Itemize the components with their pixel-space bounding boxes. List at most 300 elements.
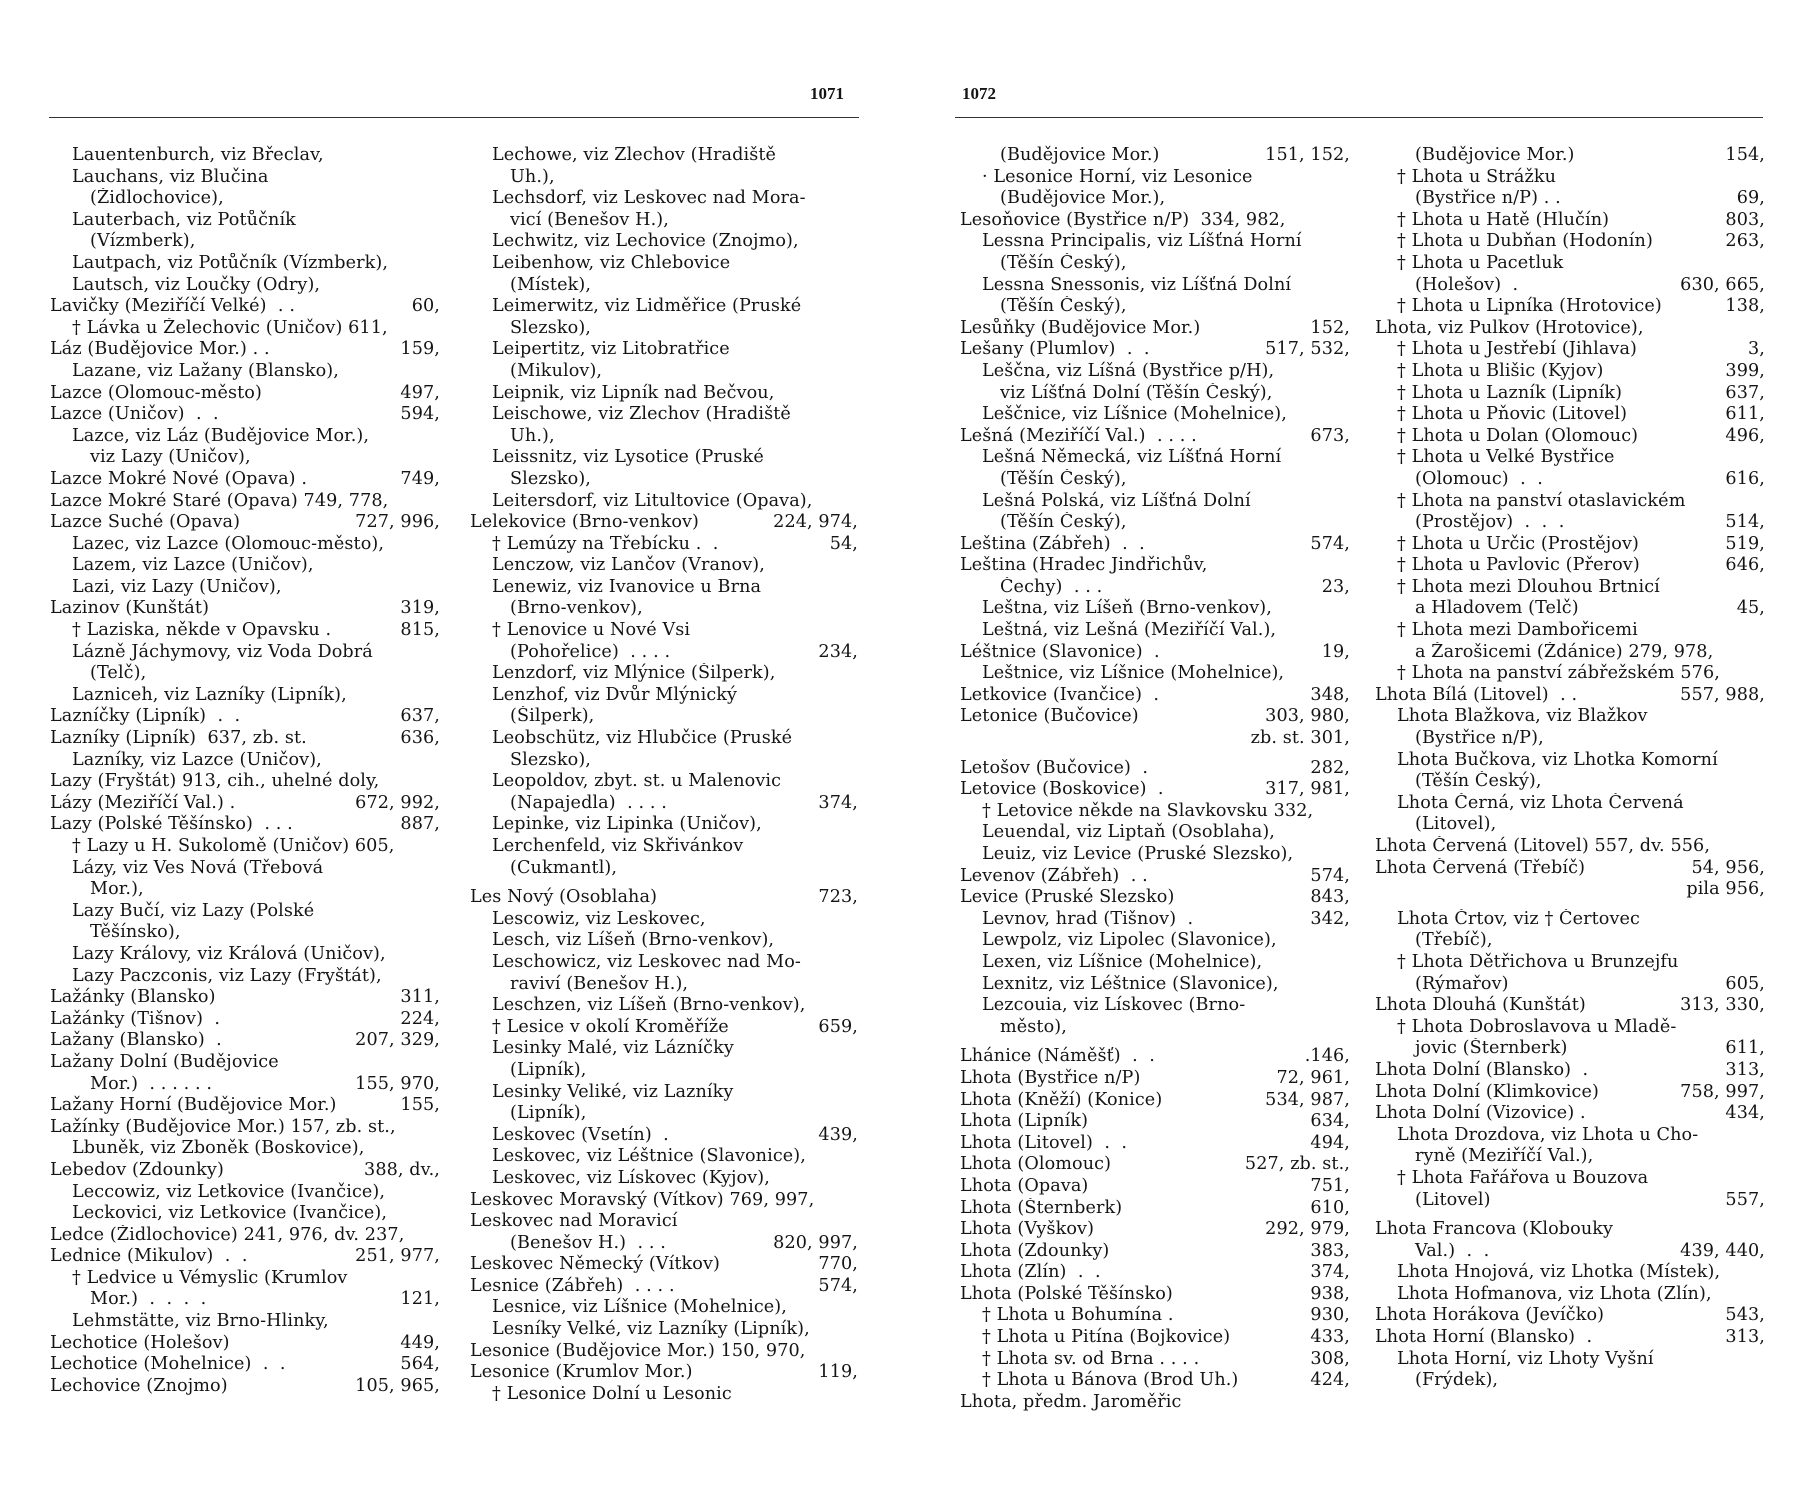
index-entry xyxy=(1375,642,1765,664)
index-entry xyxy=(1375,1082,1765,1104)
entry-text: (Prostějov) . . . xyxy=(1415,512,1565,533)
entry-pages: 154, xyxy=(1725,145,1765,165)
entry-pages: zb. st. 301, xyxy=(1250,728,1350,749)
index-entry xyxy=(50,1095,440,1117)
index-entry xyxy=(50,361,440,383)
entry-text: † Lhota u Strážku xyxy=(1397,166,1557,187)
entry-text: (Olomouc) . . xyxy=(1415,468,1543,489)
entry-text: Lhota Horákova (Jevíčko) xyxy=(1375,1305,1605,1326)
entry-text: Lechovice (Znojmo) xyxy=(50,1375,228,1396)
entry-text: Lazce, viz Láz (Budějovice Mor.), xyxy=(72,425,370,446)
entry-text: jovic (Šternberk) xyxy=(1415,1038,1568,1059)
index-entry xyxy=(50,1138,440,1160)
entry-pages: 207, 329, xyxy=(355,1030,440,1051)
entry-text: Leščna, viz Líšná (Bystřice p/H), xyxy=(982,360,1275,381)
index-entry xyxy=(470,534,858,556)
entry-text: † Lhota u Pitína (Bojkovice) xyxy=(982,1327,1231,1348)
entry-text: Levenov (Zábřeh) . . xyxy=(960,865,1148,886)
entry-pages: 527, zb. st., xyxy=(1244,1154,1350,1175)
index-entry xyxy=(50,922,440,944)
index-entry xyxy=(470,339,858,361)
entry-pages: 616, xyxy=(1725,468,1765,489)
entry-text: Mor.) . . . . xyxy=(90,1289,207,1310)
index-entry xyxy=(470,685,858,707)
index-entry xyxy=(960,534,1350,556)
entry-text: Lhota (Olomouc) xyxy=(960,1154,1112,1175)
index-entry xyxy=(470,598,858,620)
entry-pages: 930, xyxy=(1310,1305,1350,1326)
index-entry xyxy=(470,512,858,534)
index-entry xyxy=(1375,793,1765,815)
entry-text: † Lhota Fařářova u Bouzova xyxy=(1397,1167,1649,1188)
index-entry xyxy=(470,620,858,642)
entry-pages: 751, xyxy=(1310,1175,1350,1196)
index-entry xyxy=(50,685,440,707)
index-entry xyxy=(1375,339,1765,361)
entry-text: Lewpolz, viz Lipolec (Slavonice), xyxy=(982,930,1277,951)
entry-text: Levice (Pruské Slezsko) xyxy=(960,887,1175,908)
entry-text: Lhota (Polské Těšínsko) xyxy=(960,1283,1173,1304)
index-entry xyxy=(470,231,858,253)
entry-text: † Laziska, někde v Opavsku . xyxy=(72,620,332,641)
entry-text: Lažánky (Blansko) xyxy=(50,987,216,1008)
index-entry xyxy=(1375,1146,1765,1168)
entry-text: Lazy Bučí, viz Lazy (Polské xyxy=(72,900,315,921)
entry-pages: 494, xyxy=(1310,1132,1350,1153)
entry-text: (Mikulov), xyxy=(510,360,603,381)
entry-text: Lessna Snessonis, viz Líšťná Dolní xyxy=(982,274,1292,295)
index-entry xyxy=(1375,1370,1765,1392)
index-entry xyxy=(1375,318,1765,340)
index-entry xyxy=(1375,404,1765,426)
entry-text: Leschowicz, viz Leskovec nad Mo- xyxy=(492,951,801,972)
entry-text: (Cukmantl), xyxy=(510,857,618,878)
entry-text: Lhota Horní, viz Lhoty Vyšní xyxy=(1397,1348,1654,1369)
index-entry xyxy=(1375,706,1765,728)
entry-text: † Lesice v okolí Kroměříže xyxy=(492,1016,729,1037)
index-entry xyxy=(50,966,440,988)
entry-text: Lepinke, viz Lipinka (Uničov), xyxy=(492,814,762,835)
entry-pages: 605, xyxy=(1725,973,1765,994)
index-entry xyxy=(470,1082,858,1104)
entry-text: Lázně Jáchymovy, viz Voda Dobrá xyxy=(72,641,373,662)
index-entry xyxy=(960,361,1350,383)
entry-pages: 611, xyxy=(1725,1038,1765,1059)
entry-text: Lauentenburch, viz Břeclav, xyxy=(72,145,324,165)
entry-text: (Frýdek), xyxy=(1415,1370,1499,1391)
index-entry xyxy=(470,995,858,1017)
entry-text: Leckovici, viz Letkovice (Ivančice), xyxy=(72,1203,388,1224)
index-entry xyxy=(50,253,440,275)
entry-text: Slezsko), xyxy=(510,317,591,338)
entry-text: Lechotice (Mohelnice) . . xyxy=(50,1354,286,1375)
index-entry xyxy=(960,1327,1350,1349)
entry-text: (Telč), xyxy=(90,663,147,684)
entry-pages: 519, xyxy=(1725,533,1765,554)
entry-text: Lazníky (Lipník) 637, zb. st. xyxy=(50,728,307,749)
entry-text: Lescowiz, viz Leskovec, xyxy=(492,908,706,929)
index-column xyxy=(470,145,858,1405)
entry-pages: 23, xyxy=(1321,576,1350,597)
index-entry xyxy=(50,620,440,642)
index-entry xyxy=(50,1203,440,1225)
entry-pages: 399, xyxy=(1725,360,1765,381)
index-entry xyxy=(960,1017,1350,1039)
index-entry xyxy=(960,866,1350,888)
index-entry xyxy=(50,231,440,253)
entry-text: (Bystřice n/P) . . xyxy=(1415,188,1561,209)
entry-pages: 348, xyxy=(1310,684,1350,705)
entry-pages: 263, xyxy=(1725,231,1765,252)
index-entry xyxy=(50,836,440,858)
index-entry xyxy=(960,663,1350,685)
index-entry xyxy=(470,1060,858,1082)
entry-text: (Lipník), xyxy=(510,1103,587,1124)
index-entry xyxy=(1375,145,1765,167)
entry-text: Les Nový (Osoblaha) xyxy=(470,887,658,908)
entry-text: Lhota (Litovel) . . xyxy=(960,1132,1128,1153)
entry-pages: 646, xyxy=(1725,555,1765,576)
entry-text: Lenzdorf, viz Mlýnice (Šilperk), xyxy=(492,663,776,684)
entry-text: Slezsko), xyxy=(510,468,591,489)
index-entry xyxy=(1375,1103,1765,1125)
index-entry xyxy=(960,1262,1350,1284)
entry-text: (Těšín Český), xyxy=(1000,468,1127,489)
index-entry xyxy=(50,987,440,1009)
entry-text: Lešná Polská, viz Líšťná Dolní xyxy=(982,490,1251,511)
entry-pages: 496, xyxy=(1725,425,1765,446)
index-entry xyxy=(960,844,1350,866)
header-rule xyxy=(49,117,859,118)
index-entry xyxy=(960,1284,1350,1306)
index-entry xyxy=(470,974,858,996)
index-entry xyxy=(960,231,1350,253)
entry-pages: 105, 965, xyxy=(355,1375,440,1396)
entry-text: a Hladovem (Telč) xyxy=(1415,598,1579,619)
index-entry xyxy=(50,512,440,534)
entry-pages: 637, xyxy=(400,706,440,727)
index-entry xyxy=(470,1211,858,1233)
entry-text: (Těšín Český), xyxy=(1415,771,1542,792)
entry-text: Leitersdorf, viz Litultovice (Opava), xyxy=(492,490,813,511)
entry-text: Lhota Horní (Blansko) . xyxy=(1375,1327,1593,1348)
entry-pages: 374, xyxy=(818,792,858,813)
index-entry xyxy=(1375,995,1765,1017)
index-entry xyxy=(470,555,858,577)
entry-text: † Lhota u Bohumína . xyxy=(982,1305,1174,1326)
entry-pages: 673, xyxy=(1310,425,1350,446)
index-entry xyxy=(960,620,1350,642)
entry-text: (Litovel) xyxy=(1415,1189,1491,1210)
entry-text: † Lhota u Lazník (Lipník) xyxy=(1397,382,1623,403)
entry-text: Letovice (Boskovice) . xyxy=(960,779,1164,800)
entry-text: † Lhota na panství otaslavickém xyxy=(1397,490,1686,511)
entry-pages: 151, 152, xyxy=(1265,145,1350,165)
index-entry xyxy=(50,577,440,599)
entry-pages: 54, xyxy=(829,533,858,554)
index-entry xyxy=(960,974,1350,996)
index-entry xyxy=(470,1319,858,1341)
index-entry xyxy=(960,1241,1350,1263)
entry-text: (Těšín Český), xyxy=(1000,252,1127,273)
index-entry xyxy=(470,275,858,297)
index-entry xyxy=(960,1305,1350,1327)
index-entry xyxy=(50,167,440,189)
index-entry xyxy=(470,952,858,974)
entry-pages: 637, xyxy=(1725,382,1765,403)
entry-text: Lechotice (Holešov) xyxy=(50,1332,230,1353)
index-entry xyxy=(470,577,858,599)
index-entry xyxy=(50,879,440,901)
entry-pages: pila 956, xyxy=(1686,879,1765,900)
entry-text: Leuiz, viz Levice (Pruské Slezsko), xyxy=(982,844,1294,864)
entry-text: Lhota Drozdova, viz Lhota u Cho- xyxy=(1397,1124,1699,1145)
index-entry xyxy=(470,383,858,405)
entry-text: Lautsch, viz Loučky (Odry), xyxy=(72,274,321,295)
index-entry xyxy=(1375,858,1765,880)
index-entry xyxy=(470,167,858,189)
entry-pages: 758, 997, xyxy=(1680,1081,1765,1102)
index-entry xyxy=(960,598,1350,620)
index-entry xyxy=(960,995,1350,1017)
entry-text: Lauchans, viz Blučina xyxy=(72,166,269,187)
index-entry xyxy=(1375,814,1765,836)
index-entry xyxy=(1375,685,1765,707)
index-entry xyxy=(960,1154,1350,1176)
entry-text: Lazce Mokré Staré (Opava) 749, 778, xyxy=(50,490,389,511)
index-entry xyxy=(1375,491,1765,513)
entry-text: Lažánky (Tišnov) . xyxy=(50,1008,221,1029)
entry-text: Lhota, viz Pulkov (Hrotovice), xyxy=(1375,317,1644,338)
index-entry xyxy=(470,210,858,232)
entry-pages: 820, 997, xyxy=(773,1232,858,1253)
index-entry xyxy=(1375,879,1765,901)
index-entry xyxy=(1375,974,1765,996)
index-entry xyxy=(960,383,1350,405)
entry-text: Lhota (Opava) xyxy=(960,1175,1089,1196)
entry-pages: 630, 665, xyxy=(1680,274,1765,295)
index-entry xyxy=(960,706,1350,728)
index-entry xyxy=(960,167,1350,189)
entry-text: Letkovice (Ivančice) . xyxy=(960,684,1160,705)
index-entry xyxy=(470,750,858,772)
index-entry xyxy=(470,1276,858,1298)
entry-text: Lhota Dlouhá (Kunštát) xyxy=(1375,995,1586,1016)
entry-pages: 564, xyxy=(400,1354,440,1375)
index-entry xyxy=(50,771,440,793)
entry-pages: 303, 980, xyxy=(1265,706,1350,727)
entry-text: Letošov (Bučovice) . xyxy=(960,757,1149,778)
entry-text: Lešná Německá, viz Líšťná Horní xyxy=(982,447,1282,468)
entry-text: Lazníčky (Lipník) . . xyxy=(50,706,241,727)
entry-text: Lhota (Vyškov) xyxy=(960,1219,1095,1240)
index-entry xyxy=(1375,1190,1765,1212)
index-entry xyxy=(50,1246,440,1268)
entry-text: Lhota (Kněží) (Konice) xyxy=(960,1089,1163,1110)
index-entry xyxy=(50,383,440,405)
entry-text: Lesůňky (Budějovice Mor.) xyxy=(960,317,1201,338)
entry-pages: 308, xyxy=(1310,1348,1350,1369)
index-entry xyxy=(1375,1168,1765,1190)
entry-text: (Litovel), xyxy=(1415,814,1497,835)
index-entry xyxy=(470,836,858,858)
entry-pages: 803, xyxy=(1725,209,1765,230)
entry-text: Lesnice (Zábřeh) . . . . xyxy=(470,1275,675,1296)
entry-text: Leissnitz, viz Lysotice (Pruské xyxy=(492,447,764,468)
index-entry xyxy=(470,1233,858,1255)
index-entry xyxy=(960,685,1350,707)
index-entry xyxy=(50,491,440,513)
index-entry xyxy=(470,1038,858,1060)
index-entry xyxy=(1375,210,1765,232)
entry-pages: 594, xyxy=(400,404,440,425)
entry-text: † Lhota u Určic (Prostějov) xyxy=(1397,533,1640,554)
entry-text: Lauterbach, viz Potůčník xyxy=(72,209,296,230)
index-entry xyxy=(50,1268,440,1290)
entry-text: · Lesonice Horní, viz Lesonice xyxy=(982,166,1253,187)
index-entry xyxy=(470,188,858,210)
index-entry xyxy=(960,642,1350,664)
index-column xyxy=(960,145,1350,1413)
entry-text: Lhánice (Náměšť) . . xyxy=(960,1046,1155,1067)
entry-pages: 723, xyxy=(818,887,858,908)
entry-text: † Lhota u Bánova (Brod Uh.) xyxy=(982,1370,1239,1391)
index-entry xyxy=(1375,952,1765,974)
entry-text: Lhota Hofmanova, viz Lhota (Zlín), xyxy=(1397,1283,1712,1304)
index-entry xyxy=(470,1384,858,1406)
entry-text: Lavičky (Meziříčí Velké) . . xyxy=(50,296,296,317)
index-entry xyxy=(960,1068,1350,1090)
entry-pages: 54, 956, xyxy=(1691,857,1765,878)
entry-text: Mor.) . . . . . . xyxy=(90,1073,213,1094)
index-entry xyxy=(960,887,1350,909)
entry-text: Leskovec nad Moravicí xyxy=(470,1211,678,1232)
index-entry xyxy=(960,577,1350,599)
entry-text: Lessna Principalis, viz Líšťná Horní xyxy=(982,231,1302,252)
entry-pages: 843, xyxy=(1310,887,1350,908)
index-entry xyxy=(50,296,440,318)
entry-pages: 439, xyxy=(818,1124,858,1145)
entry-pages: 887, xyxy=(400,814,440,835)
entry-text: Lazy (Fryštát) 913, cih., uhelné doly, xyxy=(50,771,380,792)
index-entry xyxy=(1375,1219,1765,1241)
index-entry xyxy=(960,758,1350,780)
entry-text: Lhota (Lipník) xyxy=(960,1111,1089,1132)
index-entry xyxy=(1375,188,1765,210)
entry-text: Lerchenfeld, viz Skřivánkov xyxy=(492,836,744,856)
entry-text: Lhota (Šternberk) xyxy=(960,1197,1123,1218)
entry-text: Lazce (Olomouc-město) xyxy=(50,382,262,403)
entry-text: † Lhota u Dubňan (Hodonín) xyxy=(1397,231,1653,252)
entry-pages: 313, xyxy=(1725,1327,1765,1348)
index-entry xyxy=(960,952,1350,974)
entry-pages: 574, xyxy=(1310,865,1350,886)
entry-text: † Lemúzy na Třebícku . . xyxy=(492,533,719,554)
entry-text: Lhota Červená (Litovel) 557, dv. 556, xyxy=(1375,836,1711,856)
index-entry xyxy=(50,598,440,620)
index-entry xyxy=(1375,1305,1765,1327)
index-entry xyxy=(470,1146,858,1168)
index-entry xyxy=(50,145,440,167)
index-entry xyxy=(470,728,858,750)
entry-text: Lezcouia, viz Lískovec (Brno- xyxy=(982,995,1246,1016)
entry-pages: 659, xyxy=(818,1016,858,1037)
entry-pages: 557, 988, xyxy=(1680,684,1765,705)
entry-text: viz Lazy (Uničov), xyxy=(90,447,251,468)
entry-text: (Benešov H.) . . . xyxy=(510,1232,666,1253)
entry-text: (Brno-venkov), xyxy=(510,598,643,619)
index-entry xyxy=(50,728,440,750)
entry-text: Ledce (Židlochovice) 241, 976, dv. 237, xyxy=(50,1224,405,1245)
index-entry xyxy=(470,491,858,513)
right-page xyxy=(905,0,1810,1500)
entry-text: Leischowe, viz Zlechov (Hradiště xyxy=(492,404,791,425)
entry-text: Lesníky Velké, viz Lazníky (Lipník), xyxy=(492,1319,810,1340)
entry-text: † Lhota u Pacetluk xyxy=(1397,252,1564,273)
index-entry xyxy=(960,1219,1350,1241)
entry-text: Leipnik, viz Lipník nad Bečvou, xyxy=(492,382,775,403)
index-entry xyxy=(470,1190,858,1212)
index-entry xyxy=(470,426,858,448)
entry-pages: 342, xyxy=(1310,908,1350,929)
entry-text: (Budějovice Mor.) xyxy=(1415,145,1575,165)
entry-text: Lechwitz, viz Lechovice (Znojmo), xyxy=(492,231,799,252)
index-entry xyxy=(1375,1017,1765,1039)
index-entry xyxy=(1375,167,1765,189)
index-entry xyxy=(960,253,1350,275)
entry-pages: 557, xyxy=(1725,1189,1765,1210)
index-entry xyxy=(50,793,440,815)
index-entry xyxy=(1375,534,1765,556)
entry-text: (Vízmberk), xyxy=(90,231,196,252)
entry-text: Lhota, předm. Jaroměřic xyxy=(960,1391,1182,1412)
index-entry xyxy=(50,534,440,556)
index-entry xyxy=(50,275,440,297)
entry-text: Léštnice (Slavonice) . xyxy=(960,641,1160,662)
index-entry xyxy=(1375,426,1765,448)
index-entry xyxy=(50,1225,440,1247)
entry-text: (Těšín Český), xyxy=(1000,296,1127,317)
entry-text: † Lhota Dobroslavova u Mladě- xyxy=(1397,1016,1677,1037)
entry-text: (Třebíč), xyxy=(1415,930,1493,951)
entry-text: Lešany (Plumlov) . . xyxy=(960,339,1150,360)
entry-text: Levnov, hrad (Tišnov) . xyxy=(982,908,1194,929)
entry-text: Lhota Červená (Třebíč) xyxy=(1375,857,1586,878)
entry-pages: 311, xyxy=(400,987,440,1008)
entry-pages: 19, xyxy=(1321,641,1350,662)
index-entry xyxy=(470,1362,858,1384)
entry-text: † Lhota mezi Dambořicemi xyxy=(1397,620,1638,641)
entry-pages: 69, xyxy=(1736,188,1765,209)
entry-text: Lazane, viz Lažany (Blansko), xyxy=(72,360,339,381)
entry-text: Leimerwitz, viz Lidměřice (Pruské xyxy=(492,296,802,317)
entry-text: Leštnice, viz Líšnice (Mohelnice), xyxy=(982,663,1285,684)
index-entry xyxy=(50,210,440,232)
index-entry xyxy=(960,1176,1350,1198)
index-entry xyxy=(960,210,1350,232)
entry-pages: 449, xyxy=(400,1332,440,1353)
entry-text: Leštna, viz Líšeň (Brno-venkov), xyxy=(982,598,1272,619)
entry-text: † Lesonice Dolní u Lesonic xyxy=(492,1383,732,1404)
index-entry xyxy=(960,1198,1350,1220)
entry-text: Lhota Francova (Klobouky xyxy=(1375,1219,1614,1240)
entry-text: Lazinov (Kunštát) xyxy=(50,598,210,619)
index-entry xyxy=(960,318,1350,340)
index-entry xyxy=(960,1349,1350,1371)
entry-pages: 224, xyxy=(400,1008,440,1029)
entry-pages: 727, 996, xyxy=(355,512,440,533)
index-entry xyxy=(470,1297,858,1319)
